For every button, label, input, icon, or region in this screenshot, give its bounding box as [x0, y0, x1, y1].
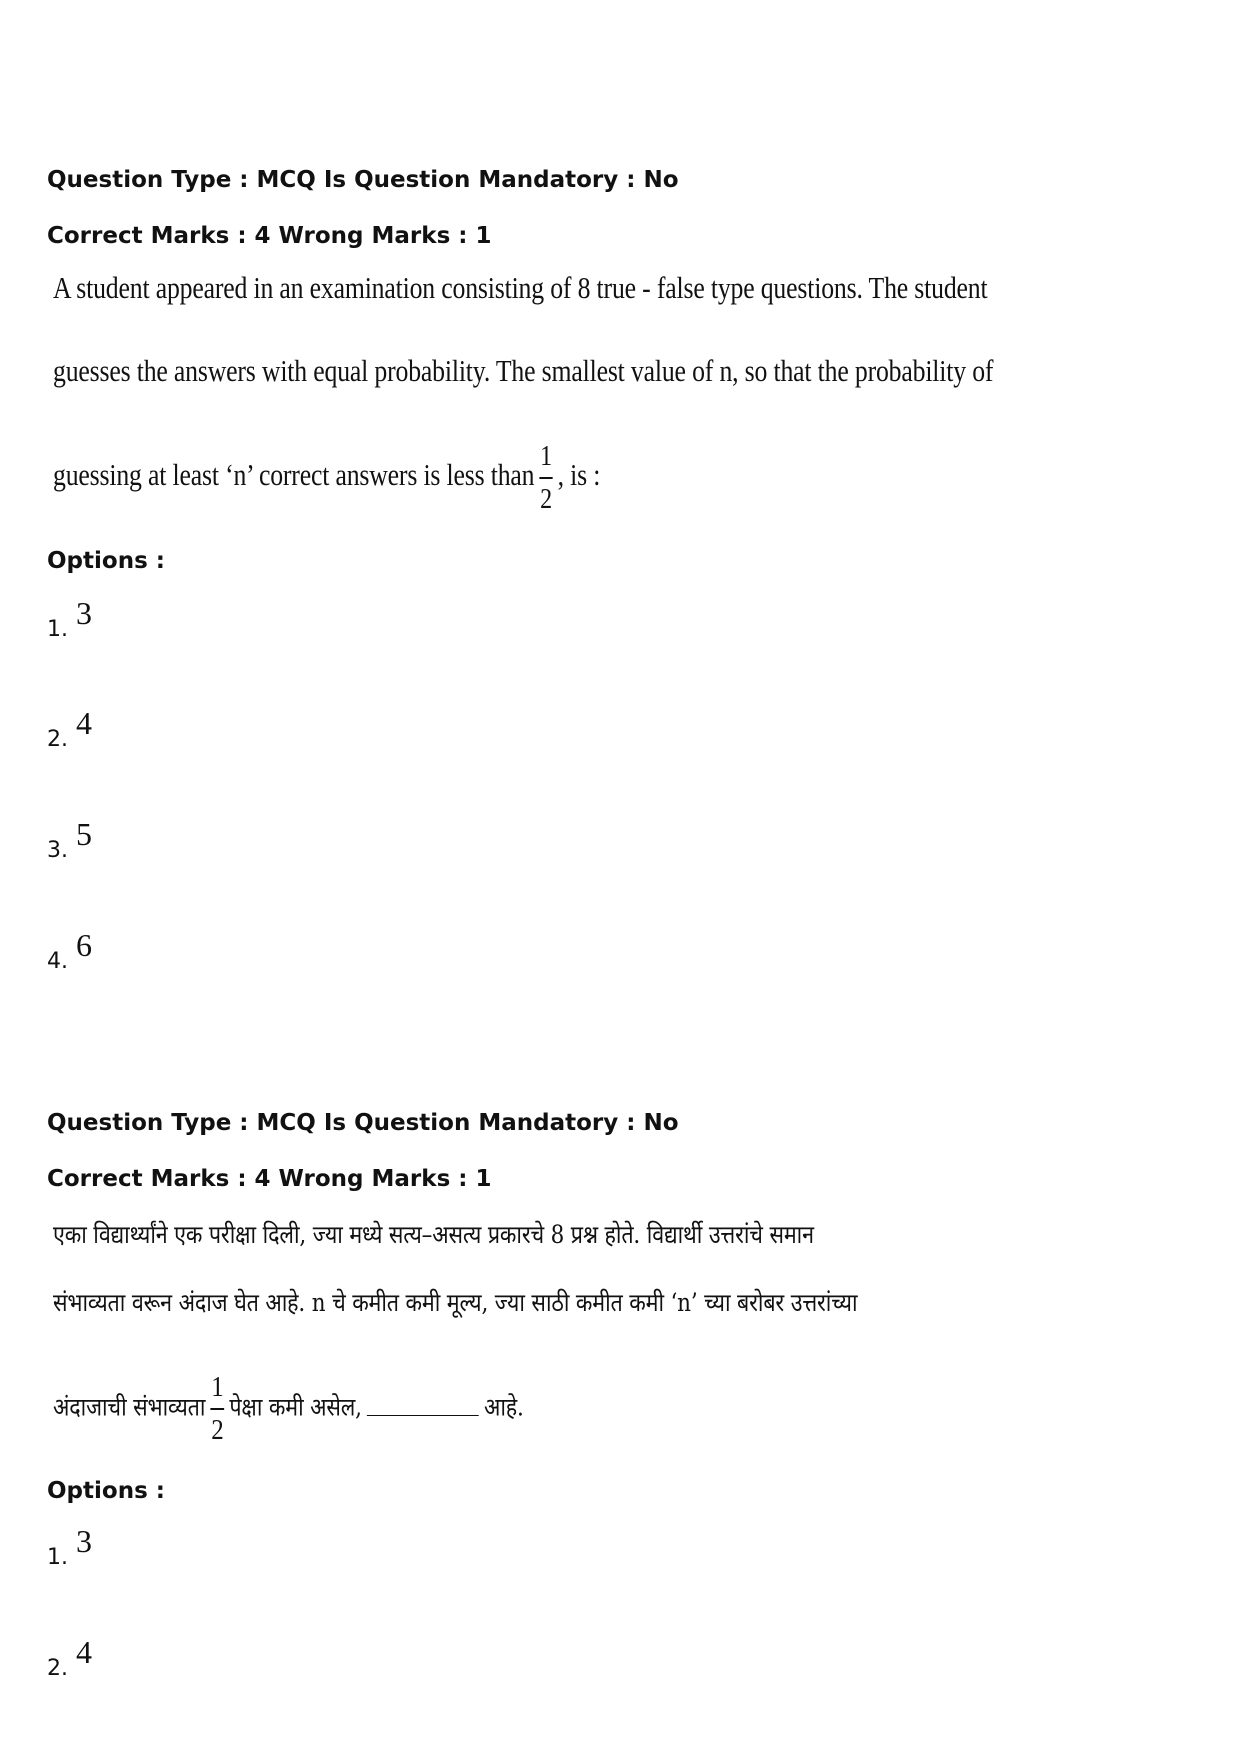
question-text-line	[53, 1373, 524, 1445]
fraction-denominator: 2	[540, 483, 552, 515]
option-item[interactable]	[47, 927, 92, 976]
option-item[interactable]	[47, 816, 92, 865]
question-text-segment: , is :	[557, 457, 601, 493]
option-number: 2.	[47, 727, 68, 752]
question-text-line: A student appeared in an examination consisting of 8 true - false type questions. The student	[53, 270, 988, 305]
option-number: 1.	[47, 617, 68, 642]
option-number: 4.	[47, 949, 68, 974]
option-value: 6	[76, 927, 92, 963]
fraction-numerator: 1	[540, 440, 552, 472]
option-number: 3.	[47, 838, 68, 863]
options-label: Options :	[47, 1478, 165, 1504]
question-text-segment: guessing at least ‘n’ correct answers is less than	[53, 457, 535, 493]
options-label: Options :	[47, 548, 165, 574]
fraction-denominator: 2	[211, 1414, 224, 1446]
question-text-segment: अंदाजाची संभाव्यता	[53, 1392, 206, 1422]
option-item[interactable]	[47, 705, 92, 754]
question-text-line: संभाव्यता वरून अंदाज घेत आहे. n चे कमीत कमी मूल्य, ज्या साठी कमीत कमी ‘n’ च्या बरोबर उत्तरांच्या	[53, 1288, 858, 1317]
question-text-line: guesses the answers with equal probability. The smallest value of n, so that the probability of	[53, 353, 994, 388]
question-type-line: Question Type : MCQ Is Question Mandatory : No	[47, 167, 679, 193]
question-text-line	[53, 442, 600, 514]
marks-line: Correct Marks : 4 Wrong Marks : 1	[47, 1166, 492, 1192]
answer-blank	[367, 1415, 479, 1416]
option-number: 2.	[47, 1656, 68, 1681]
question-text-segment: आहे.	[483, 1392, 524, 1422]
marks-line: Correct Marks : 4 Wrong Marks : 1	[47, 223, 492, 249]
option-value: 5	[76, 816, 92, 852]
question-type-line: Question Type : MCQ Is Question Mandatory : No	[47, 1110, 679, 1136]
option-item[interactable]	[47, 1523, 92, 1572]
question-text-line: एका विद्यार्थ्यांने एक परीक्षा दिली, ज्या मध्ये सत्य–असत्य प्रकारचे 8 प्रश्न होते. विद्यार्थी उत्तरांचे समान	[53, 1220, 814, 1249]
option-value: 3	[76, 1523, 92, 1559]
fraction-bar	[539, 477, 552, 479]
question-text-segment: पेक्षा कमी असेल,	[229, 1392, 362, 1422]
fraction-bar	[210, 1408, 224, 1410]
fraction	[210, 1373, 224, 1445]
fraction	[539, 442, 552, 514]
option-item[interactable]	[47, 595, 92, 644]
option-number: 1.	[47, 1545, 68, 1570]
option-value: 4	[76, 1634, 92, 1670]
option-value: 4	[76, 705, 92, 741]
option-item[interactable]	[47, 1634, 92, 1683]
fraction-numerator: 1	[211, 1371, 224, 1403]
option-value: 3	[76, 595, 92, 631]
